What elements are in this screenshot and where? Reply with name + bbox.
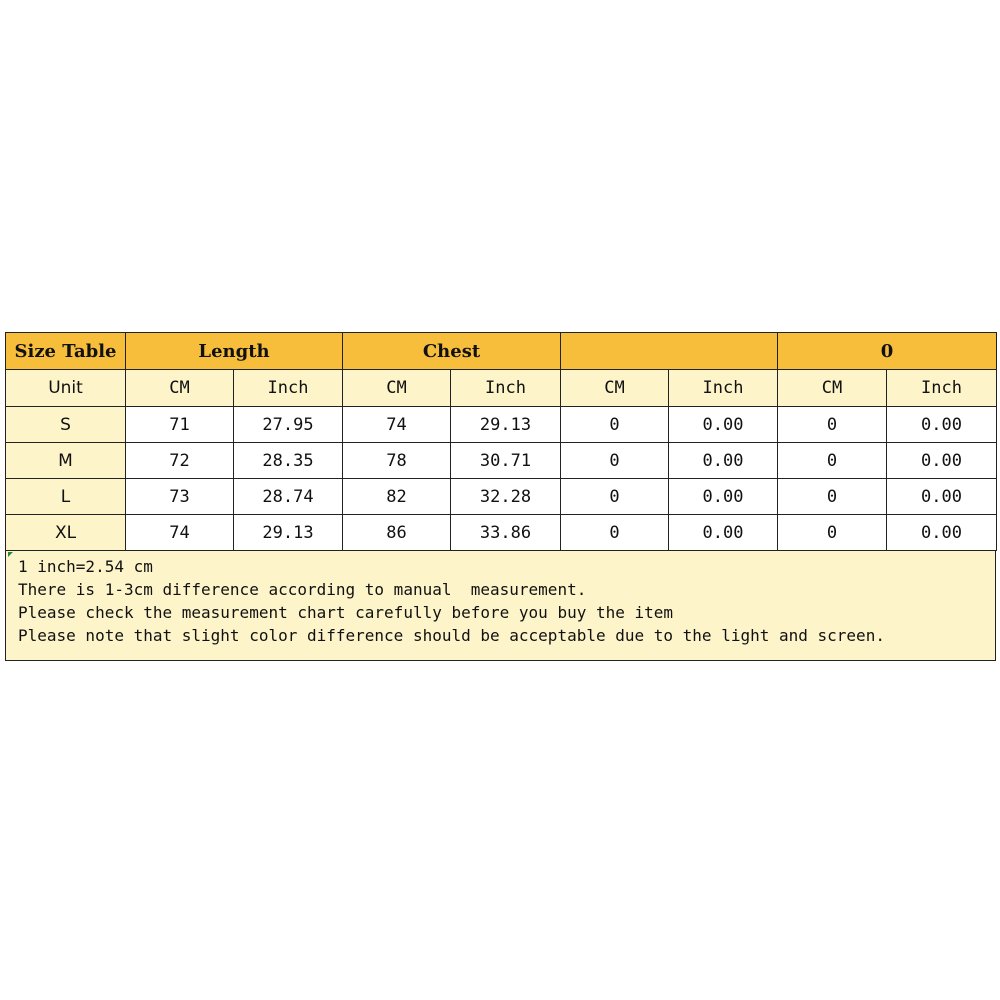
table-cell: 0 [778, 479, 887, 515]
table-cell: 0.00 [669, 479, 778, 515]
group-header-length: Length [126, 333, 343, 370]
table-cell: 0.00 [887, 479, 997, 515]
table-cell: 27.95 [234, 407, 343, 443]
table-cell: 72 [126, 443, 234, 479]
table-cell: 29.13 [451, 407, 561, 443]
unit-cell: Inch [887, 370, 997, 407]
table-cell: 78 [343, 443, 451, 479]
size-table [5, 332, 997, 551]
group-header-chest: Chest [343, 333, 561, 370]
table-cell: 0.00 [669, 407, 778, 443]
note-line: 1 inch=2.54 cm [18, 557, 153, 576]
table-cell: 0 [561, 407, 669, 443]
table-cell: 28.35 [234, 443, 343, 479]
unit-cell: CM [126, 370, 234, 407]
table-cell: 0.00 [669, 515, 778, 551]
table-cell: 0 [778, 443, 887, 479]
table-cell: 0 [778, 407, 887, 443]
unit-cell: Inch [451, 370, 561, 407]
note-line: Please check the measurement chart carefully before you buy the item [18, 603, 674, 622]
size-label: XL [6, 515, 126, 551]
size-label: S [6, 407, 126, 443]
size-chart [5, 332, 996, 661]
unit-row [6, 370, 997, 407]
table-row [6, 515, 997, 551]
table-cell: 73 [126, 479, 234, 515]
unit-cell: Inch [669, 370, 778, 407]
unit-cell: CM [343, 370, 451, 407]
table-cell: 71 [126, 407, 234, 443]
table-row [6, 479, 997, 515]
unit-cell: CM [561, 370, 669, 407]
table-cell: 74 [343, 407, 451, 443]
table-row [6, 443, 997, 479]
table-cell: 32.28 [451, 479, 561, 515]
size-label: L [6, 479, 126, 515]
table-cell: 0.00 [669, 443, 778, 479]
table-cell: 28.74 [234, 479, 343, 515]
group-header-zero: 0 [778, 333, 997, 370]
table-cell: 29.13 [234, 515, 343, 551]
table-cell: 0.00 [887, 515, 997, 551]
table-cell: 0 [778, 515, 887, 551]
table-row [6, 407, 997, 443]
table-cell: 74 [126, 515, 234, 551]
table-cell: 30.71 [451, 443, 561, 479]
note-line: There is 1-3cm difference according to manual measurement. [18, 580, 587, 599]
table-cell: 0 [561, 479, 669, 515]
notes-box [5, 551, 996, 661]
table-cell: 33.86 [451, 515, 561, 551]
table-cell: 0 [561, 515, 669, 551]
table-cell: 0.00 [887, 443, 997, 479]
table-title: Size Table [6, 333, 126, 370]
note-line: Please note that slight color difference should be acceptable due to the light and screen. [18, 626, 885, 645]
cell-marker-icon [8, 552, 13, 557]
unit-cell: CM [778, 370, 887, 407]
unit-label: Unit [6, 370, 126, 407]
table-cell: 86 [343, 515, 451, 551]
size-label: M [6, 443, 126, 479]
table-cell: 82 [343, 479, 451, 515]
group-header-blank [561, 333, 778, 370]
table-cell: 0.00 [887, 407, 997, 443]
header-row [6, 333, 997, 370]
unit-cell: Inch [234, 370, 343, 407]
table-cell: 0 [561, 443, 669, 479]
